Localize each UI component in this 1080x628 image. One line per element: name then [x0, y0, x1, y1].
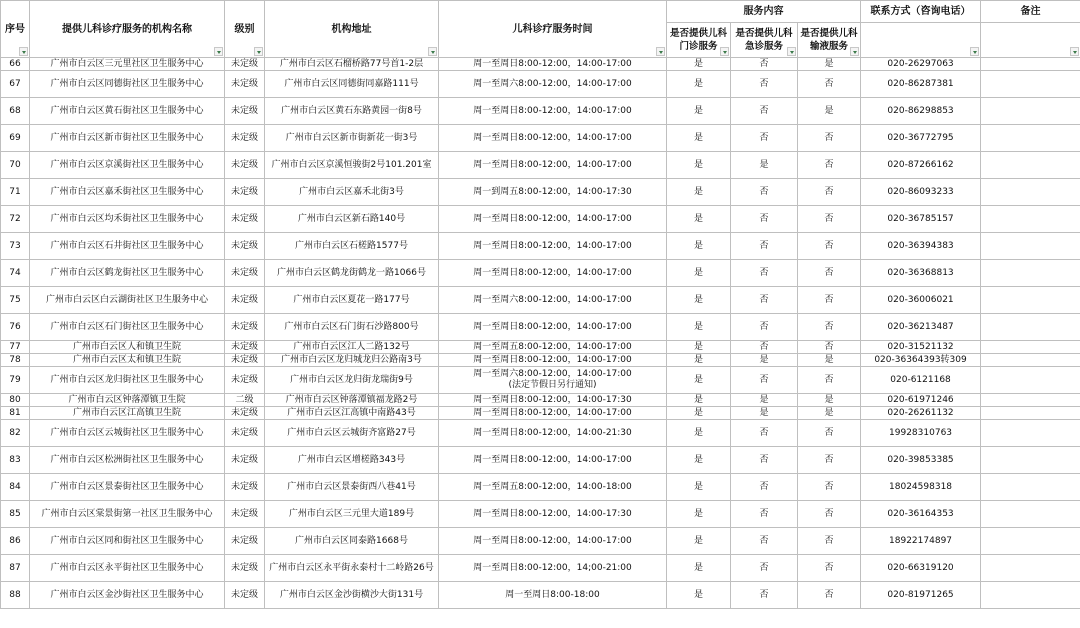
cell-level[interactable]: 未定级	[225, 125, 265, 152]
cell-emergency[interactable]: 否	[731, 179, 798, 206]
cell-remark[interactable]	[981, 125, 1080, 152]
header-service-infusion[interactable]: 是否提供儿科输液服务	[798, 23, 861, 58]
cell-seq[interactable]: 74	[1, 260, 30, 287]
cell-level[interactable]: 未定级	[225, 206, 265, 233]
cell-address[interactable]: 广州市白云区龙归城龙归公路南3号	[265, 354, 439, 367]
cell-address[interactable]: 广州市白云区同泰路1668号	[265, 528, 439, 555]
cell-phone[interactable]: 020-26261132	[861, 407, 981, 420]
cell-outpatient[interactable]: 是	[667, 501, 731, 528]
cell-level[interactable]: 未定级	[225, 582, 265, 609]
table-row	[1, 555, 1080, 582]
filter-dropdown-icon[interactable]	[787, 47, 796, 56]
header-service-emergency[interactable]: 是否提供儿科急诊服务	[731, 23, 798, 58]
cell-outpatient[interactable]: 是	[667, 98, 731, 125]
cell-outpatient[interactable]: 是	[667, 206, 731, 233]
cell-seq[interactable]: 70	[1, 152, 30, 179]
cell-name[interactable]: 广州市白云区景泰街社区卫生服务中心	[30, 474, 225, 501]
cell-seq[interactable]: 73	[1, 233, 30, 260]
table-row	[1, 287, 1080, 314]
cell-remark[interactable]	[981, 447, 1080, 474]
cell-hours[interactable]: 周一到周五8:00-12:00，14:00-17:30	[439, 179, 667, 206]
cell-remark[interactable]	[981, 152, 1080, 179]
cell-name[interactable]: 广州市白云区松洲街社区卫生服务中心	[30, 447, 225, 474]
header-service-outpatient[interactable]: 是否提供儿科门诊服务	[667, 23, 731, 58]
cell-infusion[interactable]: 否	[798, 152, 861, 179]
cell-address[interactable]: 广州市白云区江人二路132号	[265, 341, 439, 354]
header-remark: 备注	[981, 1, 1080, 23]
cell-seq[interactable]: 86	[1, 528, 30, 555]
cell-level[interactable]: 未定级	[225, 58, 265, 71]
cell-seq[interactable]: 83	[1, 447, 30, 474]
cell-name[interactable]: 广州市白云区同和街社区卫生服务中心	[30, 528, 225, 555]
cell-address[interactable]: 广州市白云区新市街新花一街3号	[265, 125, 439, 152]
cell-name[interactable]: 广州市白云区黄石街社区卫生服务中心	[30, 98, 225, 125]
cell-hours[interactable]: 周一至周日8:00-12:00，14:00-17:00	[439, 354, 667, 367]
cell-seq[interactable]: 85	[1, 501, 30, 528]
cell-level[interactable]: 未定级	[225, 474, 265, 501]
cell-infusion[interactable]: 否	[798, 501, 861, 528]
cell-remark[interactable]	[981, 501, 1080, 528]
cell-infusion[interactable]: 是	[798, 98, 861, 125]
cell-address[interactable]: 广州市白云区同德街同嘉路111号	[265, 71, 439, 98]
cell-phone[interactable]: 020-6121168	[861, 367, 981, 394]
cell-address[interactable]: 广州市白云区石槎路1577号	[265, 233, 439, 260]
cell-name[interactable]: 广州市白云区同德街社区卫生服务中心	[30, 71, 225, 98]
cell-phone[interactable]: 020-81971265	[861, 582, 981, 609]
cell-emergency[interactable]: 否	[731, 314, 798, 341]
cell-remark[interactable]	[981, 233, 1080, 260]
cell-emergency[interactable]: 否	[731, 420, 798, 447]
cell-outpatient[interactable]: 是	[667, 354, 731, 367]
cell-seq[interactable]: 69	[1, 125, 30, 152]
cell-seq[interactable]: 66	[1, 58, 30, 71]
header-name[interactable]: 提供儿科诊疗服务的机构名称	[30, 1, 225, 58]
cell-phone[interactable]: 020-86287381	[861, 71, 981, 98]
cell-address[interactable]: 广州市白云区金沙街横沙大街131号	[265, 582, 439, 609]
header-hours[interactable]: 儿科诊疗服务时间	[439, 1, 667, 58]
cell-emergency[interactable]: 否	[731, 98, 798, 125]
cell-infusion[interactable]: 是	[798, 394, 861, 407]
cell-hours[interactable]: 周一至周五8:00-12:00，14:00-17:00	[439, 341, 667, 354]
cell-emergency[interactable]: 否	[731, 555, 798, 582]
table-row	[1, 98, 1080, 125]
cell-address[interactable]: 广州市白云区石榴桥路77号首1-2层	[265, 58, 439, 71]
cell-remark[interactable]	[981, 98, 1080, 125]
cell-phone[interactable]: 020-26297063	[861, 58, 981, 71]
cell-emergency[interactable]: 否	[731, 287, 798, 314]
cell-address[interactable]: 广州市白云区黄石东路黄园一街8号	[265, 98, 439, 125]
cell-remark[interactable]	[981, 354, 1080, 367]
cell-remark[interactable]	[981, 341, 1080, 354]
cell-seq[interactable]: 76	[1, 314, 30, 341]
cell-name[interactable]: 广州市白云区人和镇卫生院	[30, 341, 225, 354]
cell-name[interactable]: 广州市白云区石门街社区卫生服务中心	[30, 314, 225, 341]
cell-phone[interactable]: 020-87266162	[861, 152, 981, 179]
cell-phone[interactable]: 020-36772795	[861, 125, 981, 152]
cell-remark[interactable]	[981, 582, 1080, 609]
table-row	[1, 152, 1080, 179]
table-row	[1, 394, 1080, 407]
cell-address[interactable]: 广州市白云区江高镇中南路43号	[265, 407, 439, 420]
cell-phone[interactable]: 020-61971246	[861, 394, 981, 407]
cell-infusion[interactable]: 否	[798, 447, 861, 474]
cell-seq[interactable]: 75	[1, 287, 30, 314]
filter-dropdown-icon[interactable]	[970, 47, 979, 56]
cell-infusion[interactable]: 否	[798, 582, 861, 609]
cell-phone[interactable]: 020-36364393转309	[861, 354, 981, 367]
cell-address[interactable]: 广州市白云区云城街齐富路27号	[265, 420, 439, 447]
cell-level[interactable]: 未定级	[225, 179, 265, 206]
cell-phone[interactable]: 020-36164353	[861, 501, 981, 528]
cell-name[interactable]: 广州市白云区石井街社区卫生服务中心	[30, 233, 225, 260]
cell-level[interactable]: 未定级	[225, 501, 265, 528]
cell-emergency[interactable]: 否	[731, 206, 798, 233]
cell-phone[interactable]: 020-36394383	[861, 233, 981, 260]
cell-emergency[interactable]: 是	[731, 407, 798, 420]
cell-remark[interactable]	[981, 287, 1080, 314]
filter-dropdown-icon[interactable]	[656, 47, 665, 56]
cell-hours[interactable]: 周一至周日8:00-12:00，14:00-17:30	[439, 394, 667, 407]
cell-name[interactable]: 广州市白云区白云湖街社区卫生服务中心	[30, 287, 225, 314]
table-row	[1, 474, 1080, 501]
cell-seq[interactable]: 68	[1, 98, 30, 125]
cell-hours[interactable]: 周一至周六8:00-12:00，14:00-17:00	[439, 287, 667, 314]
cell-phone[interactable]: 020-66319120	[861, 555, 981, 582]
cell-name[interactable]: 广州市白云区京溪街社区卫生服务中心	[30, 152, 225, 179]
cell-emergency[interactable]: 是	[731, 152, 798, 179]
cell-remark[interactable]	[981, 420, 1080, 447]
table-row	[1, 420, 1080, 447]
cell-name[interactable]: 广州市白云区新市街社区卫生服务中心	[30, 125, 225, 152]
cell-emergency[interactable]: 否	[731, 582, 798, 609]
cell-emergency[interactable]: 否	[731, 233, 798, 260]
cell-seq[interactable]: 78	[1, 354, 30, 367]
cell-infusion[interactable]: 是	[798, 407, 861, 420]
cell-phone[interactable]: 020-36006021	[861, 287, 981, 314]
cell-remark[interactable]	[981, 367, 1080, 394]
cell-infusion[interactable]: 否	[798, 287, 861, 314]
cell-seq[interactable]: 71	[1, 179, 30, 206]
table-row	[1, 206, 1080, 233]
cell-name[interactable]: 广州市白云区三元里社区卫生服务中心	[30, 58, 225, 71]
cell-hours[interactable]: 周一至周日8:00-12:00，14:00-17:00	[439, 447, 667, 474]
cell-phone[interactable]: 020-31521132	[861, 341, 981, 354]
cell-outpatient[interactable]: 是	[667, 341, 731, 354]
cell-remark[interactable]	[981, 407, 1080, 420]
cell-phone[interactable]: 020-86298853	[861, 98, 981, 125]
cell-emergency[interactable]: 否	[731, 260, 798, 287]
header-level[interactable]: 级别	[225, 1, 265, 58]
cell-outpatient[interactable]: 是	[667, 287, 731, 314]
cell-hours[interactable]: 周一至周六8:00-12:00，14:00-17:00	[439, 71, 667, 98]
cell-outpatient[interactable]: 是	[667, 407, 731, 420]
filter-dropdown-icon[interactable]	[720, 47, 729, 56]
table-row	[1, 354, 1080, 367]
cell-hours[interactable]: 周一至周日8:00-12:00，14:00-17:00	[439, 528, 667, 555]
cell-phone[interactable]: 19928310763	[861, 420, 981, 447]
table-row	[1, 447, 1080, 474]
cell-address[interactable]: 广州市白云区夏花一路177号	[265, 287, 439, 314]
cell-level[interactable]: 未定级	[225, 287, 265, 314]
cell-emergency[interactable]: 否	[731, 71, 798, 98]
cell-name[interactable]: 广州市白云区云城街社区卫生服务中心	[30, 420, 225, 447]
cell-seq[interactable]: 88	[1, 582, 30, 609]
table-row	[1, 233, 1080, 260]
cell-phone[interactable]: 020-36368813	[861, 260, 981, 287]
filter-dropdown-icon[interactable]	[214, 47, 223, 56]
cell-outpatient[interactable]: 是	[667, 152, 731, 179]
cell-remark[interactable]	[981, 179, 1080, 206]
cell-remark[interactable]	[981, 58, 1080, 71]
cell-level[interactable]: 未定级	[225, 233, 265, 260]
cell-seq[interactable]: 84	[1, 474, 30, 501]
cell-emergency[interactable]: 否	[731, 474, 798, 501]
cell-level[interactable]: 未定级	[225, 528, 265, 555]
cell-phone[interactable]: 020-39853385	[861, 447, 981, 474]
cell-seq[interactable]: 82	[1, 420, 30, 447]
cell-infusion[interactable]: 否	[798, 125, 861, 152]
cell-name[interactable]: 广州市白云区嘉禾街社区卫生服务中心	[30, 179, 225, 206]
cell-outpatient[interactable]: 是	[667, 125, 731, 152]
cell-hours[interactable]: 周一至周日8:00-12:00，14:00-17:00	[439, 314, 667, 341]
cell-outpatient[interactable]: 是	[667, 420, 731, 447]
cell-outpatient[interactable]: 是	[667, 582, 731, 609]
cell-emergency[interactable]: 是	[731, 354, 798, 367]
table-row	[1, 125, 1080, 152]
header-service-group: 服务内容	[667, 1, 861, 23]
cell-hours[interactable]: 周一至周日8:00-12:00，14:00-17:00	[439, 206, 667, 233]
cell-emergency[interactable]: 否	[731, 125, 798, 152]
cell-address[interactable]: 广州市白云区三元里大道189号	[265, 501, 439, 528]
table-row	[1, 314, 1080, 341]
cell-name[interactable]: 广州市白云区钟落潭镇卫生院	[30, 394, 225, 407]
cell-level[interactable]: 未定级	[225, 420, 265, 447]
cell-hours[interactable]: 周一至周五8:00-12:00，14:00-18:00	[439, 474, 667, 501]
cell-hours[interactable]: 周一至周日8:00-12:00，14:00-17:00	[439, 233, 667, 260]
cell-seq[interactable]: 87	[1, 555, 30, 582]
cell-level[interactable]: 未定级	[225, 354, 265, 367]
cell-infusion[interactable]: 是	[798, 58, 861, 71]
cell-address[interactable]: 广州市白云区新石路140号	[265, 206, 439, 233]
cell-infusion[interactable]: 否	[798, 206, 861, 233]
cell-address[interactable]: 广州市白云区龙归街龙瑞街9号	[265, 367, 439, 394]
header-phone: 联系方式（咨询电话）	[861, 1, 981, 23]
cell-outpatient[interactable]: 是	[667, 394, 731, 407]
filter-dropdown-icon[interactable]	[850, 47, 859, 56]
cell-phone[interactable]: 18922174897	[861, 528, 981, 555]
cell-address[interactable]: 广州市白云区增槎路343号	[265, 447, 439, 474]
table-row	[1, 582, 1080, 609]
cell-level[interactable]: 未定级	[225, 260, 265, 287]
cell-infusion[interactable]: 否	[798, 71, 861, 98]
cell-outpatient[interactable]: 是	[667, 528, 731, 555]
cell-name[interactable]: 广州市白云区太和镇卫生院	[30, 354, 225, 367]
table-row	[1, 367, 1080, 394]
cell-remark[interactable]	[981, 474, 1080, 501]
cell-level[interactable]: 未定级	[225, 314, 265, 341]
cell-outpatient[interactable]: 是	[667, 233, 731, 260]
table-row	[1, 58, 1080, 71]
cell-seq[interactable]: 77	[1, 341, 30, 354]
cell-hours[interactable]: 周一至周日8:00-12:00，14:00-17:00	[439, 260, 667, 287]
header-phone-filter[interactable]	[861, 23, 981, 58]
cell-level[interactable]: 未定级	[225, 447, 265, 474]
table-row	[1, 501, 1080, 528]
cell-phone[interactable]: 020-86093233	[861, 179, 981, 206]
cell-infusion[interactable]: 否	[798, 314, 861, 341]
cell-address[interactable]: 广州市白云区景泰街西八巷41号	[265, 474, 439, 501]
cell-name[interactable]: 广州市白云区鹤龙街社区卫生服务中心	[30, 260, 225, 287]
cell-infusion[interactable]: 否	[798, 341, 861, 354]
cell-hours[interactable]: 周一至周日8:00-18:00	[439, 582, 667, 609]
cell-remark[interactable]	[981, 71, 1080, 98]
cell-seq[interactable]: 79	[1, 367, 30, 394]
cell-hours[interactable]: 周一至周六8:00-12:00，14:00-17:00 (法定节假日另行通知)	[439, 367, 667, 394]
table-row	[1, 407, 1080, 420]
cell-phone[interactable]: 020-36213487	[861, 314, 981, 341]
table-row	[1, 528, 1080, 555]
cell-remark[interactable]	[981, 260, 1080, 287]
cell-hours[interactable]: 周一至周日8:00-12:00，14:00-17:00	[439, 58, 667, 71]
cell-outpatient[interactable]: 是	[667, 474, 731, 501]
cell-level[interactable]: 未定级	[225, 341, 265, 354]
cell-seq[interactable]: 72	[1, 206, 30, 233]
filter-dropdown-icon[interactable]	[1070, 47, 1079, 56]
cell-outpatient[interactable]: 是	[667, 58, 731, 71]
cell-address[interactable]: 广州市白云区石门街石沙路800号	[265, 314, 439, 341]
cell-phone[interactable]: 020-36785157	[861, 206, 981, 233]
cell-hours[interactable]: 周一至周日8:00-12:00，14:00-17:30	[439, 501, 667, 528]
cell-address[interactable]: 广州市白云区鹤龙街鹤龙一路1066号	[265, 260, 439, 287]
cell-emergency[interactable]: 否	[731, 367, 798, 394]
cell-name[interactable]: 广州市白云区棠景街第一社区卫生服务中心	[30, 501, 225, 528]
cell-level[interactable]: 未定级	[225, 407, 265, 420]
cell-infusion[interactable]: 否	[798, 555, 861, 582]
cell-remark[interactable]	[981, 314, 1080, 341]
cell-name[interactable]: 广州市白云区江高镇卫生院	[30, 407, 225, 420]
cell-seq[interactable]: 81	[1, 407, 30, 420]
cell-hours[interactable]: 周一至周日8:00-12:00，14:00-17:00	[439, 125, 667, 152]
cell-remark[interactable]	[981, 206, 1080, 233]
cell-infusion[interactable]: 否	[798, 528, 861, 555]
cell-seq[interactable]: 67	[1, 71, 30, 98]
cell-hours[interactable]: 周一至周日8:00-12:00，14:00-17:00	[439, 98, 667, 125]
cell-address[interactable]: 广州市白云区嘉禾北街3号	[265, 179, 439, 206]
table-row	[1, 71, 1080, 98]
cell-outpatient[interactable]: 是	[667, 367, 731, 394]
cell-infusion[interactable]: 否	[798, 367, 861, 394]
cell-name[interactable]: 广州市白云区永平街社区卫生服务中心	[30, 555, 225, 582]
cell-emergency[interactable]: 否	[731, 58, 798, 71]
cell-emergency[interactable]: 否	[731, 447, 798, 474]
cell-hours[interactable]: 周一至周日8:00-12:00，14:00-21:30	[439, 420, 667, 447]
cell-level[interactable]: 二级	[225, 394, 265, 407]
cell-remark[interactable]	[981, 394, 1080, 407]
cell-infusion[interactable]: 否	[798, 179, 861, 206]
cell-level[interactable]: 未定级	[225, 152, 265, 179]
cell-address[interactable]: 广州市白云区永平街永泰村十二岭路26号	[265, 555, 439, 582]
cell-infusion[interactable]: 否	[798, 420, 861, 447]
filter-dropdown-icon[interactable]	[428, 47, 437, 56]
cell-emergency[interactable]: 否	[731, 341, 798, 354]
cell-level[interactable]: 未定级	[225, 71, 265, 98]
cell-hours[interactable]: 周一至周日8:00-12:00，14:00-17:00	[439, 152, 667, 179]
cell-emergency[interactable]: 否	[731, 501, 798, 528]
header-remark-filter[interactable]	[981, 23, 1080, 58]
cell-seq[interactable]: 80	[1, 394, 30, 407]
cell-level[interactable]: 未定级	[225, 367, 265, 394]
cell-infusion[interactable]: 否	[798, 260, 861, 287]
cell-emergency[interactable]: 否	[731, 528, 798, 555]
cell-level[interactable]: 未定级	[225, 555, 265, 582]
filter-dropdown-icon[interactable]	[19, 47, 28, 56]
filter-dropdown-icon[interactable]	[254, 47, 263, 56]
cell-name[interactable]: 广州市白云区龙归街社区卫生服务中心	[30, 367, 225, 394]
cell-hours[interactable]: 周一至周日8:00-12:00，14;00-21:00	[439, 555, 667, 582]
header-address[interactable]: 机构地址	[265, 1, 439, 58]
table-row	[1, 179, 1080, 206]
table-body	[1, 58, 1080, 609]
cell-address[interactable]: 广州市白云区钟落潭镇福龙路2号	[265, 394, 439, 407]
cell-hours[interactable]: 周一至周日8:00-12:00，14:00-17:00	[439, 407, 667, 420]
cell-infusion[interactable]: 是	[798, 354, 861, 367]
cell-phone[interactable]: 18024598318	[861, 474, 981, 501]
cell-name[interactable]: 广州市白云区均禾街社区卫生服务中心	[30, 206, 225, 233]
cell-outpatient[interactable]: 是	[667, 555, 731, 582]
cell-remark[interactable]	[981, 528, 1080, 555]
cell-outpatient[interactable]: 是	[667, 314, 731, 341]
cell-emergency[interactable]: 是	[731, 394, 798, 407]
table-row	[1, 260, 1080, 287]
cell-infusion[interactable]: 否	[798, 474, 861, 501]
header-seq[interactable]: 序号	[1, 1, 30, 58]
cell-address[interactable]: 广州市白云区京溪恒骏街2号101.201室	[265, 152, 439, 179]
cell-name[interactable]: 广州市白云区金沙街社区卫生服务中心	[30, 582, 225, 609]
cell-remark[interactable]	[981, 555, 1080, 582]
cell-infusion[interactable]: 否	[798, 233, 861, 260]
cell-outpatient[interactable]: 是	[667, 260, 731, 287]
cell-outpatient[interactable]: 是	[667, 179, 731, 206]
cell-outpatient[interactable]: 是	[667, 447, 731, 474]
table-row	[1, 341, 1080, 354]
cell-outpatient[interactable]: 是	[667, 71, 731, 98]
cell-level[interactable]: 未定级	[225, 98, 265, 125]
